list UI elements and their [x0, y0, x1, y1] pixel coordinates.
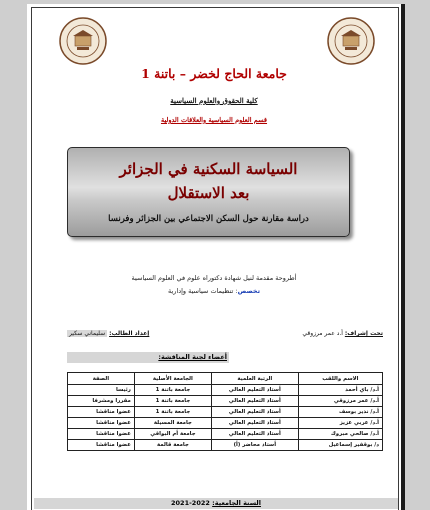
jury-heading: أعضاء لجنة المناقشة: — [67, 352, 229, 363]
jury-role: عضوا مناقشا — [68, 440, 135, 451]
specialization-label: تخصص — [237, 287, 261, 295]
thesis-statement: أطروحة مقدمة لنيل شهادة دكتوراه علوم في العلوم السياسية — [131, 274, 297, 282]
department-name: قسم العلوم السياسية والعلاقات الدولية — [160, 116, 268, 124]
jury-role: رئيسا — [68, 385, 135, 396]
faculty-name: كلية الحقوق والعلوم السياسية — [170, 96, 258, 105]
jury-rank: أستاذ التعليم العالي — [211, 429, 298, 440]
jury-header-row — [68, 373, 383, 385]
student-name: سليماني سكير — [69, 330, 106, 337]
jury-name: أ.د/ صالحي مبروك — [298, 429, 382, 440]
table-row — [68, 418, 383, 429]
supervisor — [302, 330, 383, 337]
jury-rank: أستاذ التعليم العالي — [211, 385, 298, 396]
university-logo-right — [326, 16, 376, 66]
jury-rank: أستاذ التعليم العالي — [211, 396, 298, 407]
jury-name: أ.د/ عربي عزيز — [298, 418, 382, 429]
jury-rank: أستاذ التعليم العالي — [211, 407, 298, 418]
jury-rank: أستاذ محاضر (أ) — [211, 440, 298, 451]
jury-role: مقررا ومشرفا — [68, 396, 135, 407]
table-row — [68, 440, 383, 451]
university-name: جامعة الحاج لخضر – باتنة 1 — [141, 66, 287, 81]
people-line — [67, 330, 383, 342]
table-row — [68, 407, 383, 418]
thesis-title-line2: بعد الاستقلال — [167, 184, 250, 202]
thesis-title-line1: السياسة السكنية في الجزائر — [119, 160, 298, 178]
document-page — [27, 4, 405, 510]
student-label: إعداد الطالب: — [109, 330, 150, 337]
jury-university: جامعة المسيلة — [134, 418, 211, 429]
column-header-university: الجامعة الأصلية — [134, 373, 211, 385]
jury-name: أ.د/ باي أحمد — [298, 385, 382, 396]
supervisor-name: أ.د عمر مرزوقي — [302, 330, 343, 337]
supervisor-label: تحت إشراف: — [344, 330, 383, 337]
jury-role: عضوا مناقشا — [68, 418, 135, 429]
table-row — [68, 396, 383, 407]
jury-table — [67, 372, 383, 451]
academic-year-value: 2022-2021 — [171, 499, 210, 507]
jury-university: جامعة باتنة 1 — [134, 407, 211, 418]
student — [67, 330, 149, 337]
column-header-name: الاسم واللقب — [298, 373, 382, 385]
jury-role: عضوا مناقشا — [68, 429, 135, 440]
jury-university: جامعة باتنة 1 — [134, 385, 211, 396]
jury-name: أ.د/ عمر مرزوقي — [298, 396, 382, 407]
jury-university: جامعة أم البواقي — [134, 429, 211, 440]
column-header-rank: الرتبة العلمية — [211, 373, 298, 385]
table-row — [68, 429, 383, 440]
jury-university: جامعة باتنة 1 — [134, 396, 211, 407]
university-logo-left — [58, 16, 108, 66]
column-header-role: الصفة — [68, 373, 135, 385]
specialization-value: تنظيمات سياسية وإدارية — [167, 287, 234, 295]
jury-rank: أستاذ التعليم العالي — [211, 418, 298, 429]
thesis-subtitle: دراسة مقارنة حول السكن الاجتماعي بين الجزائر وفرنسا — [108, 214, 309, 224]
specialization: تخصص: تنظيمات سياسية وإدارية — [167, 287, 261, 295]
jury-university: جامعة قالمة — [134, 440, 211, 451]
academic-year — [34, 498, 398, 509]
academic-year-label: السنة الجامعية: — [212, 499, 261, 507]
jury-name: د/ بوقفير إسماعيل — [298, 440, 382, 451]
jury-role: عضوا مناقشا — [68, 407, 135, 418]
jury-name: أ.د/ نذير بوسف — [298, 407, 382, 418]
table-row — [68, 385, 383, 396]
thesis-title-box — [67, 147, 350, 237]
